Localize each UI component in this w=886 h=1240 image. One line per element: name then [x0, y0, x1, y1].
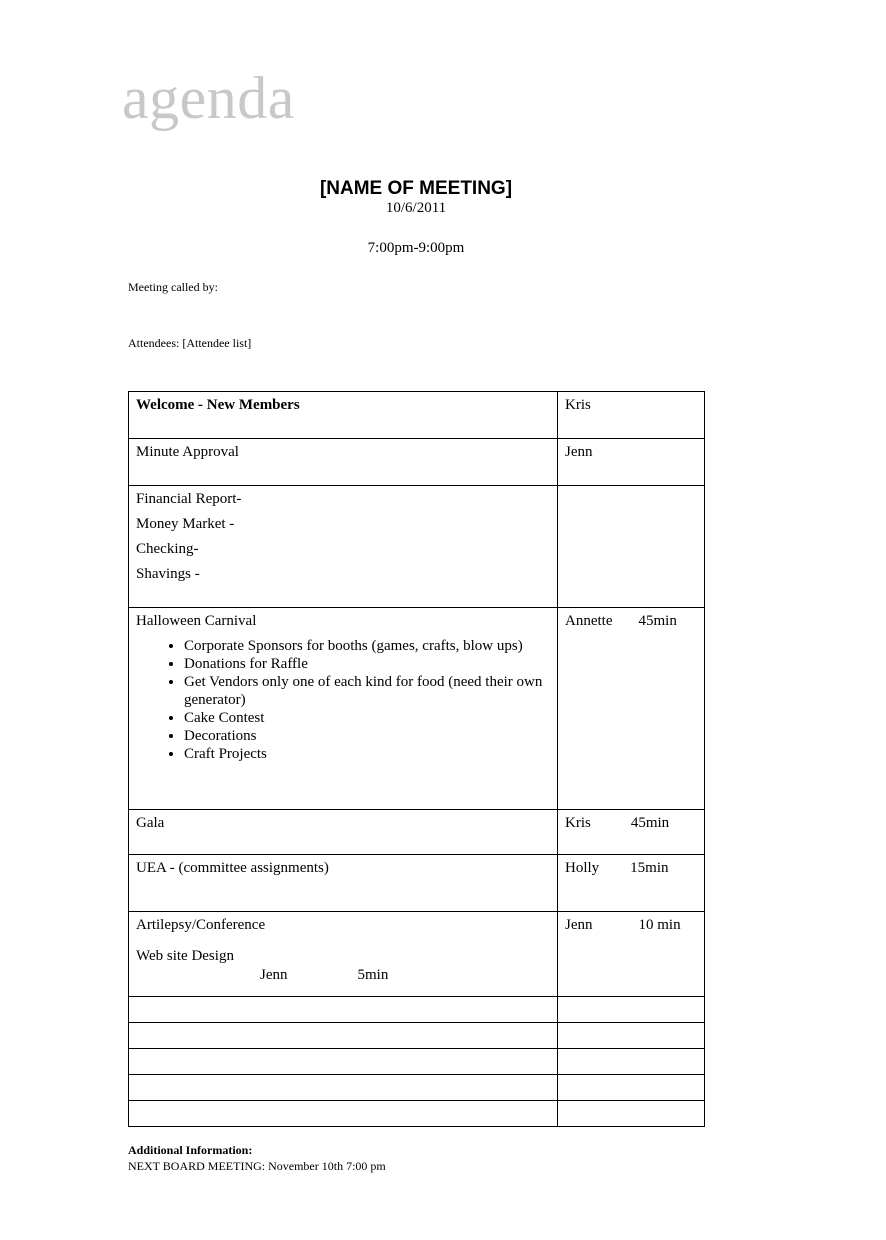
- presenter-cell: [558, 392, 705, 439]
- empty-cell: [129, 1023, 558, 1049]
- next-board-meeting: NEXT BOARD MEETING: November 10th 7:00 pm: [128, 1159, 386, 1173]
- table-row: [129, 997, 705, 1023]
- empty-cell: [558, 1075, 705, 1101]
- presenter-uea: Holly: [565, 860, 600, 876]
- topic-halloween: Halloween Carnival: [136, 613, 257, 629]
- topic-cell: [129, 486, 558, 608]
- empty-cell: [129, 1101, 558, 1127]
- agenda-watermark-title: agenda: [122, 65, 295, 131]
- table-row: [129, 912, 705, 997]
- list-item: • Donations for Raffle: [184, 655, 550, 673]
- list-item: • Corporate Sponsors for booths (games, crafts, blow ups): [184, 637, 550, 655]
- topic-artilepsy: Artilepsy/Conference: [136, 917, 266, 933]
- duration-artilepsy: 10 min: [638, 917, 681, 933]
- savings-line: Shavings -: [136, 566, 200, 582]
- presenter-cell: [558, 810, 705, 855]
- empty-cell: [129, 997, 558, 1023]
- list-item: • Get Vendors only one of each kind for food (need their own generator): [184, 673, 550, 709]
- empty-cell: [558, 1023, 705, 1049]
- presenter-cell: [558, 608, 705, 810]
- money-market-line: Money Market -: [136, 516, 235, 532]
- topic-welcome: Welcome - New Members: [136, 397, 300, 413]
- meeting-time: 7:00pm-9:00pm: [367, 240, 465, 256]
- empty-cell: [558, 1049, 705, 1075]
- empty-cell: [558, 1101, 705, 1127]
- topic-cell: [129, 608, 558, 810]
- empty-cell: [129, 1075, 558, 1101]
- meeting-date: 10/6/2011: [385, 200, 447, 216]
- attendee-list: Attendees: [Attendee list]: [128, 336, 252, 350]
- presenter-web-design: Jenn: [260, 967, 288, 983]
- empty-cell: [558, 997, 705, 1023]
- financial-report-line: Financial Report-: [136, 491, 242, 507]
- presenter-minutes: Jenn: [565, 444, 593, 460]
- meeting-name: [NAME OF MEETING]: [319, 178, 513, 199]
- table-row: [129, 1023, 705, 1049]
- topic-uea: UEA - (committee assignments): [136, 860, 329, 876]
- additional-information-label: Additional Information:: [128, 1143, 253, 1157]
- meeting-called-by: Meeting called by:: [128, 280, 218, 294]
- presenter-cell: [558, 486, 705, 608]
- halloween-bullet-list: [136, 637, 550, 763]
- table-row: [129, 810, 705, 855]
- list-item: • Craft Projects: [184, 745, 550, 763]
- duration-gala: 45min: [630, 815, 670, 831]
- topic-cell: [129, 810, 558, 855]
- table-row: [129, 392, 705, 439]
- topic-cell: [129, 392, 558, 439]
- topic-web-site-design: Web site Design: [136, 948, 234, 964]
- empty-cell: [129, 1049, 558, 1075]
- topic-minutes: Minute Approval: [136, 444, 239, 460]
- table-row: [129, 608, 705, 810]
- presenter-cell: [558, 439, 705, 486]
- presenter-gala: Kris: [565, 815, 591, 831]
- table-row: [129, 1049, 705, 1075]
- table-row: [129, 1101, 705, 1127]
- topic-cell: [129, 912, 558, 997]
- duration-web-design: 5min: [357, 967, 389, 983]
- presenter-halloween: Annette: [565, 613, 613, 629]
- table-row: [129, 1075, 705, 1101]
- list-item: • Decorations: [184, 727, 550, 745]
- topic-gala: Gala: [136, 815, 165, 831]
- duration-uea: 15min: [630, 860, 669, 876]
- presenter-artilepsy: Jenn: [565, 917, 593, 933]
- table-row: [129, 486, 705, 608]
- topic-cell: [129, 855, 558, 912]
- table-row: [129, 439, 705, 486]
- presenter-cell: [558, 912, 705, 997]
- topic-cell: [129, 439, 558, 486]
- checking-line: Checking-: [136, 541, 199, 557]
- web-design-assignment: [260, 966, 550, 985]
- duration-halloween: 45min: [638, 613, 677, 629]
- table-row: [129, 855, 705, 912]
- agenda-table: [128, 391, 705, 1127]
- list-item: • Cake Contest: [184, 709, 550, 727]
- presenter-cell: [558, 855, 705, 912]
- presenter-welcome: Kris: [565, 397, 591, 413]
